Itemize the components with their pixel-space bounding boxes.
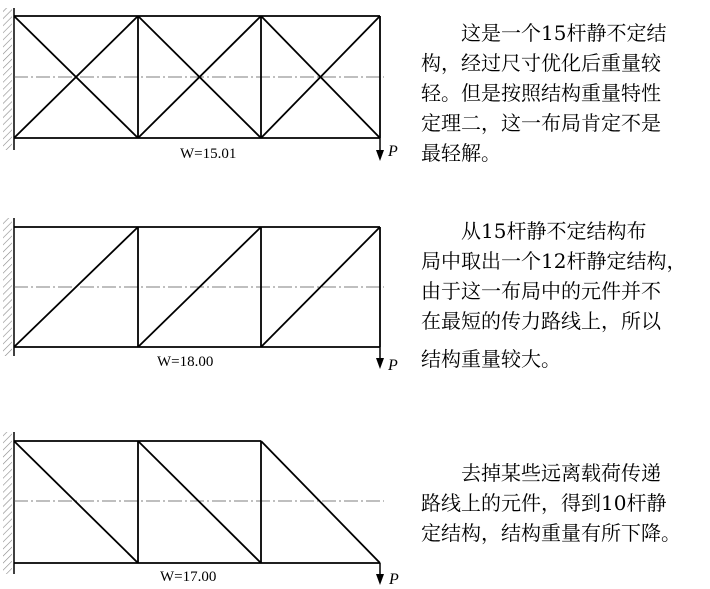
weight-label-1: W=15.01 — [180, 146, 237, 162]
truss-2 — [3, 218, 398, 374]
weight-label-3: W=17.00 — [160, 569, 217, 585]
load-arrow-1 — [376, 138, 384, 161]
diagonal-member — [138, 441, 261, 563]
wall-support-1 — [3, 8, 12, 150]
description-3 — [421, 458, 681, 548]
wall-support-3 — [3, 432, 12, 574]
description-line: 局中取出一个12杆静定结构， — [421, 249, 687, 273]
description-line: 在最短的传力路线上，所以 — [421, 309, 661, 333]
description-1 — [421, 18, 666, 168]
weight-label-2: W=18.00 — [157, 354, 214, 370]
description-line: 由于这一布局中的元件并不 — [421, 279, 661, 303]
truss-3 — [3, 432, 399, 588]
description-line: 路线上的元件，得到10杆静 — [421, 491, 667, 515]
diagonal-member — [261, 441, 380, 563]
diagonal-member — [14, 441, 138, 563]
description-line: 轻。但是按照结构重量特性 — [421, 81, 661, 105]
load-arrow-3 — [376, 563, 384, 585]
wall-support-2 — [3, 218, 12, 356]
load-label-2: P — [388, 357, 398, 374]
description-2 — [421, 216, 686, 374]
description-line: 从15杆静不定结构布 — [421, 219, 647, 243]
truss-3-members — [14, 441, 380, 563]
load-label-1: P — [388, 143, 398, 160]
truss-1 — [3, 8, 398, 162]
description-line: 结构重量较大。 — [421, 347, 561, 371]
description-line: 去掉某些远离载荷传递 — [421, 461, 661, 485]
description-line: 定理二，这一布局肯定不是 — [421, 111, 661, 135]
description-line: 构，经过尺寸优化后重量较 — [421, 51, 661, 75]
description-line: 这是一个15杆静不定结 — [421, 21, 667, 45]
load-arrow-2 — [376, 347, 384, 369]
description-line: 最轻解。 — [421, 141, 501, 165]
load-label-3: P — [389, 571, 399, 588]
description-line: 定结构，结构重量有所下降。 — [421, 521, 681, 545]
